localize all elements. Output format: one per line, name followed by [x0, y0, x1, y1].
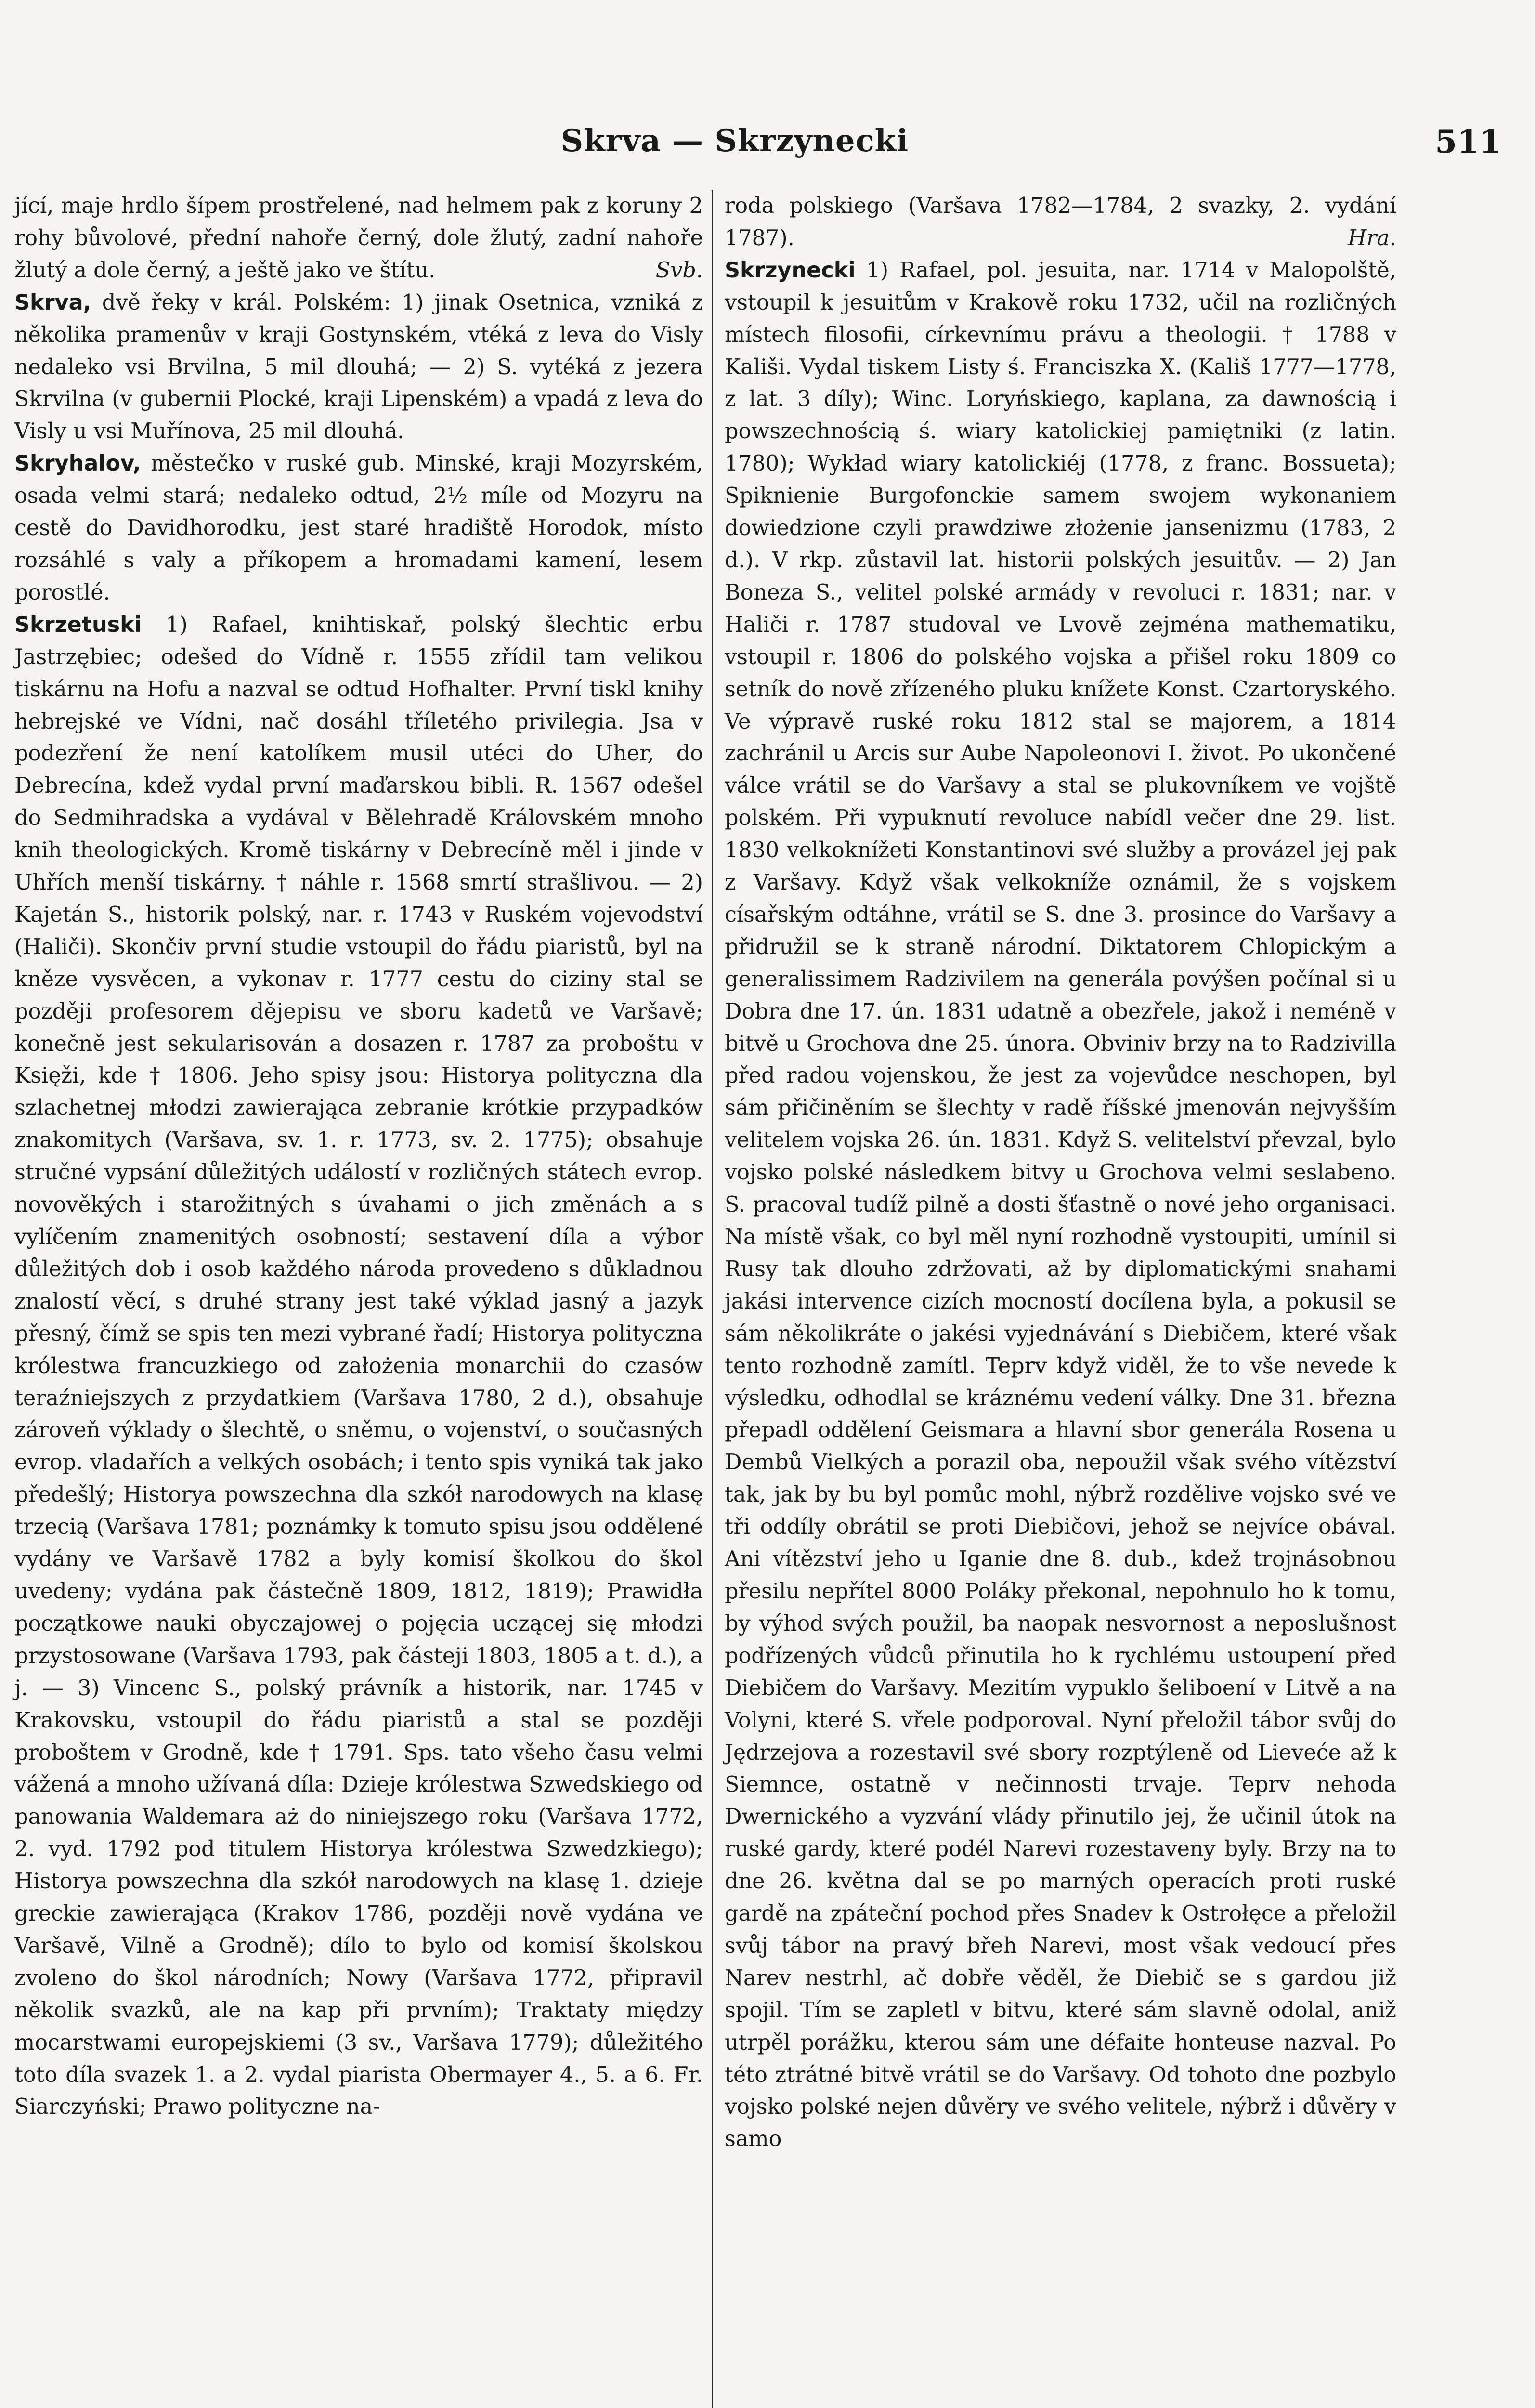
- entry-skryhalov: [14, 448, 703, 609]
- paragraph-text: jící, maje hrdlo šípem prostřelené, nad helmem pak z koruny 2 rohy bůvolové, přední nahoře černý, dole žlutý, zadní nahoře žlutý a dole černý, a ještě jako ve štítu.: [14, 194, 703, 283]
- entry-title: Skrzynecki: [725, 258, 856, 283]
- page-number: 511: [1435, 123, 1501, 160]
- column-divider: [712, 190, 713, 2408]
- author-signature: Hra.: [1348, 225, 1396, 250]
- paragraph-text: roda polskiego (Varšava 1782—1784, 2 svazky, 2. vydání 1787).: [725, 194, 1396, 250]
- entry-title: Skryhalov,: [14, 451, 141, 476]
- entry-title: Skrva,: [14, 290, 91, 315]
- running-head: Skrva — Skrzynecki: [561, 123, 909, 159]
- entry-text: dvě řeky v král. Polském: 1) jinak Osetnica, vzniká z několika pramenův v kraji Gostynském, vtéká z leva do Visly nedaleko vsi Brvilna, 5 mil dlouhá; — 2) S. vytéká z jezera Skrvilna (v gubernii Plocké, kraji Lipenském) a vpadá z leva do Visly u vsi Muřínova, 25 mil dlouhá.: [14, 290, 703, 444]
- left-column: [14, 190, 703, 2123]
- entry-text: 1) Rafael, pol. jesuita, nar. 1714 v Malopolště, vstoupil k jesuitům v Krakově roku 1732, učil na rozličných místech filosofii, církevnímu právu a theologii. † 1788 v Kališi. Vydal tiskem Listy ś. Franciszka X. (Kališ 1777—1778, z lat. 3 díly); Winc. Loryńskiego, kaplana, za dawnością i powszechnością ś. wiary katolickiej pamiętniki (z latin. 1780); Wykład wiary katolickiéj (1778, z franc. Bossueta); Spiknienie Burgofonckie samem swojem wykonaniem dowiedzione czyli prawdziwe złożenie jansenizmu (1783, 2 d.). V rkp. zůstavil lat. historii polských jesuitův. — 2) Jan Boneza S., velitel polské armády v revoluci r. 1831; nar. v Haliči r. 1787 studoval ve Lvově zejména mathematiku, vstoupil r. 1806 do polského vojska a přišel roku 1809 co setník do nově zřízeného pluku knížete Konst. Czartoryského. Ve výpravě ruské roku 1812 stal se majorem, a 1814 zachránil u Arcis sur Aube Napoleonovi I. život. Po ukončené válce vrátil se do Varšavy a stal se plukovníkem ve vojště polském. Při vypuknutí revoluce nabídl večer dne 29. list. 1830 velkoknížeti Konstantinovi své služby a provázel jej pak z Varšavy. Když však velkokníže oznámil, že s vojskem císařským odtáhne, vrátil se S. dne 3. prosince do Varšavy a přidružil se k straně národní. Diktatorem Chlopickým a generalissimem Radzivilem na generála povýšen počínal si u Dobra dne 17. ún. 1831 udatně a obezřele, jakož i neméně v bitvě u Grochova dne 25. února. Obviniv brzy na to Radzivilla před radou vojenskou, že jest za vojevůdce neschopen, byl sám přičiněním se šlechty v radě říšské jmenován nejvyšším velitelem vojska 26. ún. 1831. Když S. velitelství převzal, bylo vojsko polské následkem bitvy u Grochova velmi seslabeno. S. pracoval tudíž pilně a dosti šťastně o nové jeho organisaci. Na místě však, co byl měl nyní rozhodně vystoupiti, umínil si Rusy tak dlouho zdržovati, až by diplomatickými snahami jakási intervence cizích mocností docílena byla, a pokusil se sám několikráte o jakési vyjednávání s Diebičem, které však tento rozhodně zamítl. Teprv když viděl, že to vše nevede k výsledku, odhodlal se kráznému vedení války. Dne 31. března přepadl oddělení Geismara a hlavní sbor generála Rosena u Dembů Vielkých a porazil oba, nepoužil však svého vítězství tak, jak by bu byl pomůc mohl, nýbrž rozdělive vojsko své ve tři oddíly obrátil se proti Diebičovi, jehož se nejvíce obával. Ani vítězství jeho u Iganie dne 8. dub., kdež trojnásobnou přesilu nepřítel 8000 Poláky překonal, nepohnulo ho k tomu, by výhod svých použil, ba naopak nesvornost a neposlušnost podřízených vůdců přinutila ho k rychlému ustoupení před Diebičem do Varšavy. Mezitím vypuklo šeliboení v Litvě a na Volyni, které S. vřele podporoval. Nyní přeložil tábor svůj do Jędrzejova a rozestavil své sbory rozptýleně od Lieveće až k Siemnce, ostatně v nečinnosti trvaje. Teprv nehoda Dwernického a vyzvání vlády přinutilo jej, že učinil útok na ruské gardy, které podél Narevi rozestaveny byly. Brzy na to dne 26. května dal se po marných operacích proti ruské gardě na zpáteční pochod přes Snadev k Ostrołęce a přeložil svůj tábor na pravý břeh Narevi, most však vedoucí přes Narev nestrhl, ač dobře věděl, že Diebič se s gardou již spojil. Tím se zapletl v bitvu, které sám slavně odolal, aniž utrpěl porážku, kterou sám une défaite honteuse nazval. Po této ztrátné bitvě vrátil se do Varšavy. Od tohoto dne pozbylo vojsko polské nejen důvěry ve svého velitele, nýbrž i důvěry v samo: [725, 258, 1396, 2152]
- paragraph-continuation: [14, 190, 703, 287]
- entry-skrva: [14, 287, 703, 448]
- entry-title: Skrzetuski: [14, 612, 142, 637]
- entry-text: městečko v ruské gub. Minské, kraji Mozyrském, osada velmi stará; nedaleko odtud, 2½ míle od Mozyru na cestě do Davidhorodku, jest staré hradiště Horodok, místo rozsáhlé s valy a příkopem a hromadami kamení, lesem porostlé.: [14, 451, 703, 605]
- right-column: [725, 190, 1396, 2156]
- paragraph-continuation: [725, 190, 1396, 255]
- author-signature: Svb.: [655, 258, 703, 283]
- entry-skrzynecki: [725, 255, 1396, 2156]
- entry-skrzetuski: [14, 609, 703, 2124]
- entry-text: 1) Rafael, knihtiskař, polský šlechtic erbu Jastrzębiec; odešed do Vídně r. 1555 zřídil tam velikou tiskárnu na Hofu a nazval se odtud Hofhalter. První tiskl knihy hebrejské ve Vídni, nač dosáhl tříletého privilegia. Jsa v podezření že není katolíkem musil utéci do Uher, do Debrecína, kdež vydal první maďarskou bibli. R. 1567 odešel do Sedmihradska a vydával v Bělehradě Královském mnoho knih theologických. Kromě tiskárny v Debrecíně měl i jinde v Uhřích menší tiskárny. † náhle r. 1568 smrtí strašlivou. — 2) Kajetán S., historik polský, nar. r. 1743 v Ruském vojevodství (Haliči). Skončiv první studie vstoupil do řádu piaristů, byl na kněze vysvěcen, a vykonav r. 1777 cestu do ciziny stal se později profesorem dějepisu ve sboru kadetů ve Varšavě; konečně jest sekularisován a dosazen r. 1787 za proboštu v Księži, kde † 1806. Jeho spisy jsou: Historya polityczna dla szlachetnej młodzi zawierająca zebranie krótkie przypadków znakomitych (Varšava, sv. 1. r. 1773, sv. 2. 1775); obsahuje stručné vypsání důležitých událostí v rozličných státech evrop. novověkých i starožitných s úvahami o jich změnách a s vylíčením znamenitých osobností; sestavení díla a výbor důležitých dob i osob každého národa provedeno s důkladnou znalostí věcí, s druhé strany jest také výklad jasný a jazyk přesný, čímž se spis ten mezi vybrané řadí; Historya polityczna królestwa francuzkiego od założenia monarchii do czasów teraźniejszych z przydatkiem (Varšava 1780, 2 d.), obsahuje zároveň výklady o šlechtě, o sněmu, o vojenství, o současných evrop. vladařích a velkých osobách; i tento spis vyniká tak jako předešlý; Historya powszechna dla szkół narodowych na klasę trzecią (Varšava 1781; poznámky k tomuto spisu jsou oddělené vydány ve Varšavě 1782 a byly komisí školkou do škol uvedeny; vydána pak částečně 1809, 1812, 1819); Prawidła początkowe nauki obyczajowej o pojęcia uczącej się młodzi przystosowane (Varšava 1793, pak částeji 1803, 1805 a t. d.), a j. — 3) Vincenc S., polský právník a historik, nar. 1745 v Krakovsku, vstoupil do řádu piaristů a stal se později proboštem v Grodně, kde † 1791. Sps. tato všeho času velmi vážená a mnoho užívaná díla: Dzieje królestwa Szwedskiego od panowania Waldemara aż do niniejszego roku (Varšava 1772, 2. vyd. 1792 pod titulem Historya królestwa Szwedzkiego); Historya powszechna dla szkół narodowych na klasę 1. dzieje greckie zawierająca (Krakov 1786, později nově vydána ve Varšavě, Vilně a Grodně); dílo to bylo od komisí školskou zvoleno do škol národních; Nowy (Varšava 1772, připravil několik svazků, ale na kap při prvním); Traktaty między mocarstwami europejskiemi (3 sv., Varšava 1779); důležitého toto díla svazek 1. a 2. vydal piarista Obermayer 4., 5. a 6. Fr. Siarczyński; Prawo polityczne na-: [14, 612, 703, 2120]
